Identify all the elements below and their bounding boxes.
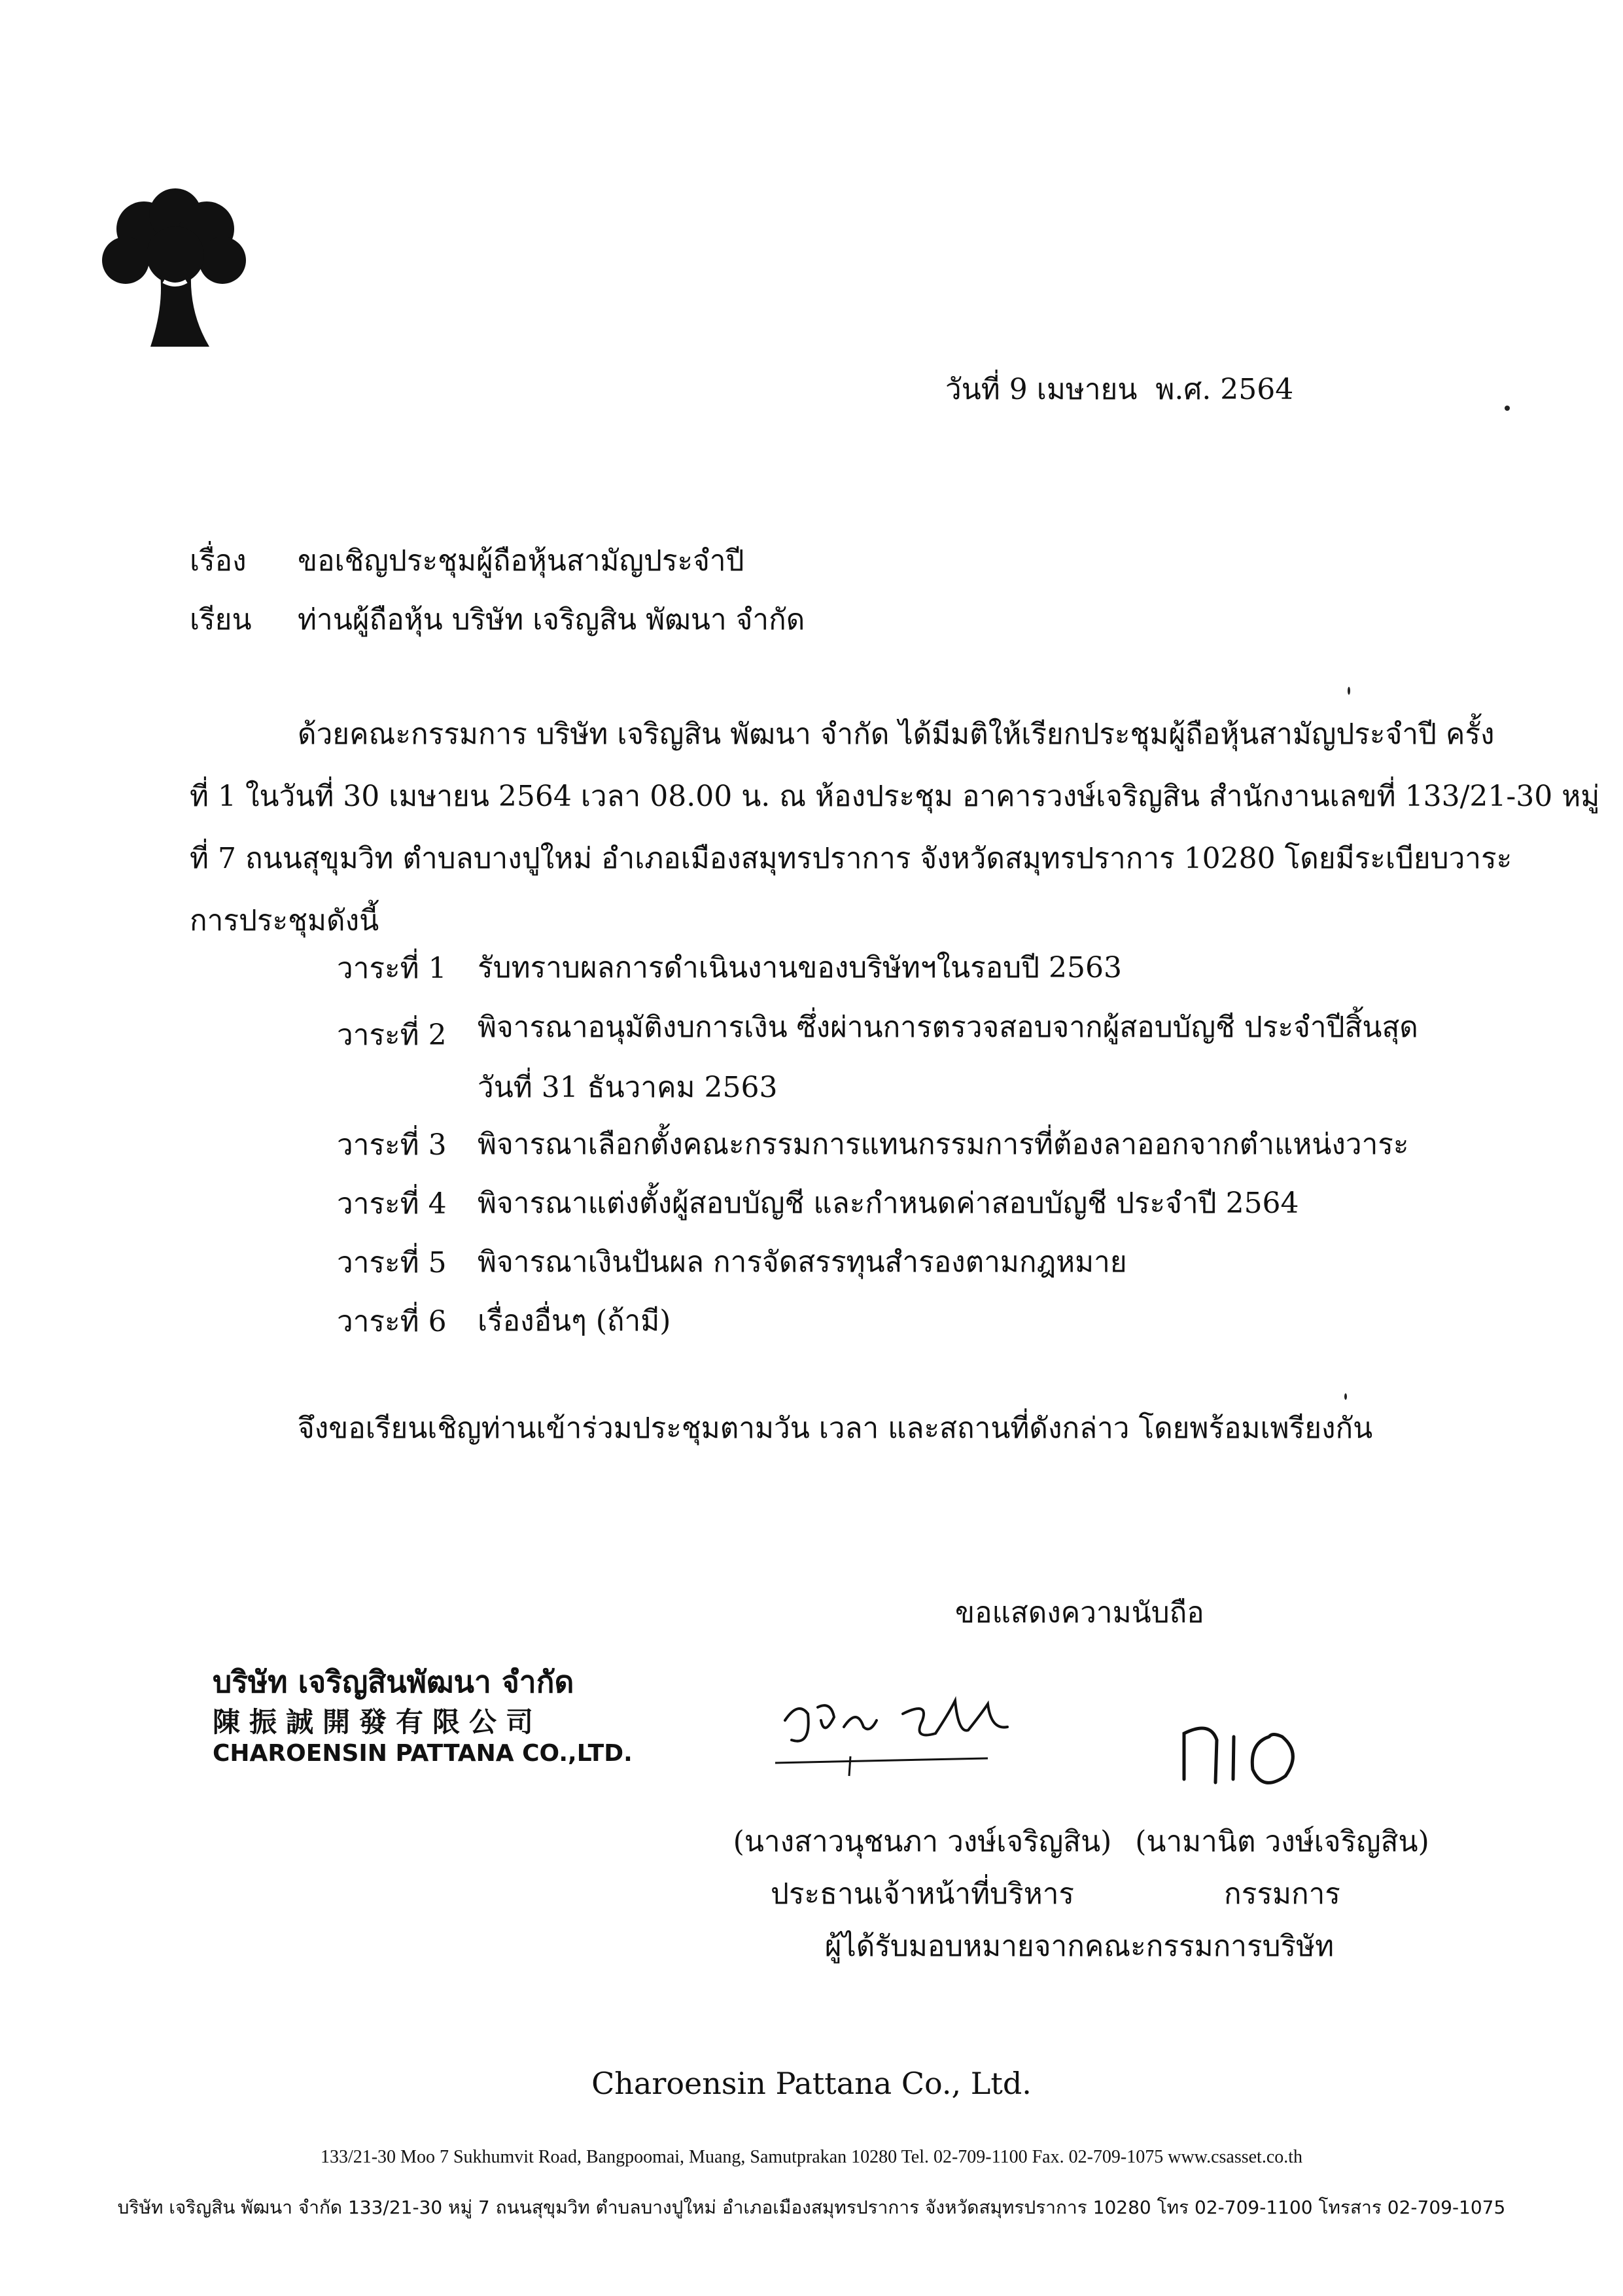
scan-speck [1505, 406, 1510, 411]
subject-text: ขอเชิญประชุมผู้ถือหุ้นสามัญประจำปี [298, 544, 744, 578]
agenda-text: พิจารณาเงินปันผล การจัดสรรทุนสำรองตามกฎหมาย [478, 1245, 1127, 1279]
tree-logo-icon [98, 183, 249, 353]
company-stamp-chinese: 陳振誠開發有限公司 [213, 1706, 543, 1738]
agenda-item [337, 1115, 1449, 1174]
agenda-number: วาระที่ 4 [337, 1187, 447, 1221]
agenda-number: วาระที่ 2 [337, 1018, 447, 1052]
date-year: พ.ศ. 2564 [1155, 373, 1294, 406]
agenda-item [337, 1233, 1449, 1292]
recipient-text: ท่านผู้ถือหุ้น บริษัท เจริญสิน พัฒนา จำกัด [298, 603, 805, 636]
agenda-item [337, 1292, 1449, 1351]
footer-address-en: 133/21-30 Moo 7 Sukhumvit Road, Bangpoomai, Muang, Samutprakan 10280 Tel. 02-709-1100 Fax. 02-709-1075 www.csasset.co.th [320, 2147, 1303, 2167]
agenda-list [337, 939, 1449, 1351]
company-stamp-thai: บริษัท เจริญสินพัฒนา จำกัด [213, 1664, 574, 1699]
agenda-text: รับทราบผลการดำเนินงานของบริษัทฯในรอบปี 2563 [478, 950, 1123, 984]
signer-1-name: (นางสาวนุชนภา วงษ์เจริญสิน) [733, 1825, 1112, 1858]
signer-2-name: (นามานิต วงษ์เจริญสิน) [1135, 1825, 1429, 1858]
body-line: ที่ 1 ในวันที่ 30 เมษายน 2564 เวลา 08.00 น. ณ ห้องประชุม อาคารวงษ์เจริญสิน สำนักงานเลขที่ 133/21-30 หมู่ [190, 780, 1600, 813]
body-line: ที่ 7 ถนนสุขุมวิท ตำบลบางปูใหม่ อำเภอเมืองสมุทรปราการ จังหวัดสมุทรปราการ 10280 โดยมีระเบียบวาระ [190, 842, 1512, 875]
letter-date [945, 366, 1293, 412]
footer-address-th: บริษัท เจริญสิน พัฒนา จำกัด 133/21-30 หมู่ 7 ถนนสุขุมวิท ตำบลบางปูใหม่ อำเภอเมืองสมุทรปราการ จังหวัดสมุทรปราการ 10280 โทร 02-709-1100 โทรสาร 02-709-1075 [117, 2197, 1506, 2218]
agenda-text [478, 998, 1449, 1118]
recipient-label: เรียน [190, 603, 252, 636]
subject-label: เรื่อง [190, 544, 247, 578]
agenda-text: พิจารณาเลือกตั้งคณะกรรมการแทนกรรมการที่ต้องลาออกจากตำแหน่งวาระ [478, 1127, 1409, 1161]
body-line: การประชุมดังนี้ [190, 904, 379, 937]
date-month: เมษายน [1036, 373, 1138, 406]
authorized-note: ผู้ได้รับมอบหมายจากคณะกรรมการบริษัท [824, 1930, 1335, 1963]
signer-2-position: กรรมการ [1224, 1877, 1340, 1911]
body-line: ด้วยคณะกรรมการ บริษัท เจริญสิน พัฒนา จำกัด ได้มีมติให้เรียกประชุมผู้ถือหุ้นสามัญประจำปี ครั้ง [298, 718, 1495, 751]
agenda-text-line: วันที่ 31 ธันวาคม 2563 [478, 1071, 778, 1104]
agenda-number: วาระที่ 6 [337, 1305, 447, 1338]
footer-company-name: Charoensin Pattana Co., Ltd. [591, 2066, 1032, 2101]
agenda-text: เรื่องอื่นๆ (ถ้ามี) [478, 1304, 671, 1338]
company-stamp-english: CHAROENSIN PATTANA CO.,LTD. [213, 1740, 633, 1767]
body-paragraph [190, 703, 1600, 952]
agenda-item [337, 998, 1449, 1115]
agenda-number: วาระที่ 3 [337, 1128, 447, 1162]
date-day: 9 [1009, 373, 1028, 406]
agenda-text-line: พิจารณาอนุมัติงบการเงิน ซึ่งผ่านการตรวจสอบจากผู้สอบบัญชี ประจำปีสิ้นสุด [478, 1011, 1418, 1044]
signature-2 [1171, 1707, 1328, 1799]
agenda-text: พิจารณาแต่งตั้งผู้สอบบัญชี และกำหนดค่าสอบบัญชี ประจำปี 2564 [478, 1186, 1299, 1220]
agenda-number: วาระที่ 1 [337, 952, 447, 985]
scan-speck [1348, 687, 1350, 695]
agenda-item [337, 1174, 1449, 1233]
signer-1-position: ประธานเจ้าหน้าที่บริหาร [770, 1877, 1075, 1911]
scan-speck [1344, 1393, 1347, 1400]
agenda-item [337, 939, 1449, 998]
regards: ขอแสดงความนับถือ [955, 1596, 1204, 1629]
signature-1 [772, 1675, 1027, 1792]
agenda-number: วาระที่ 5 [337, 1246, 447, 1279]
closing-sentence: จึงขอเรียนเชิญท่านเข้าร่วมประชุมตามวัน เวลา และสถานที่ดังกล่าว โดยพร้อมเพรียงกัน [298, 1412, 1373, 1445]
date-prefix: วันที่ [945, 373, 1000, 406]
